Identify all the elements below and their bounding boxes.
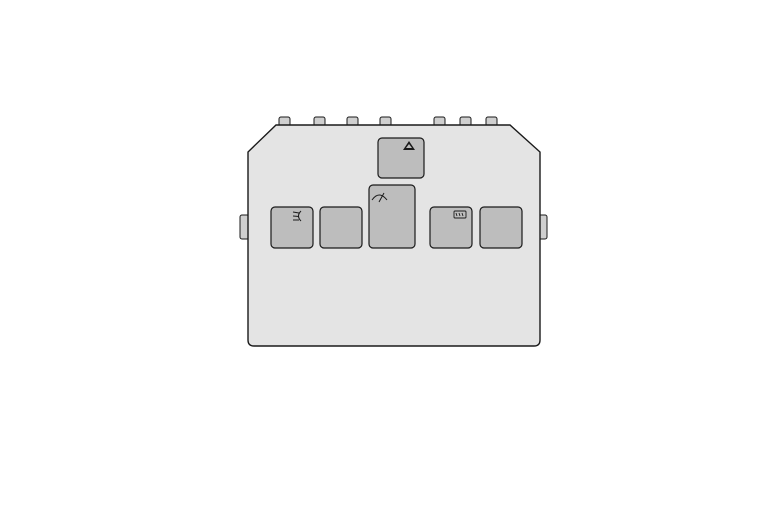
relay-k6 xyxy=(480,207,522,248)
relay-k4 xyxy=(271,207,313,248)
relay-k2 xyxy=(369,185,415,248)
relay-k5 xyxy=(320,207,362,248)
mounting-block-diagram xyxy=(238,112,550,352)
relay-k3 xyxy=(378,138,424,178)
intro-paragraph xyxy=(36,35,722,60)
